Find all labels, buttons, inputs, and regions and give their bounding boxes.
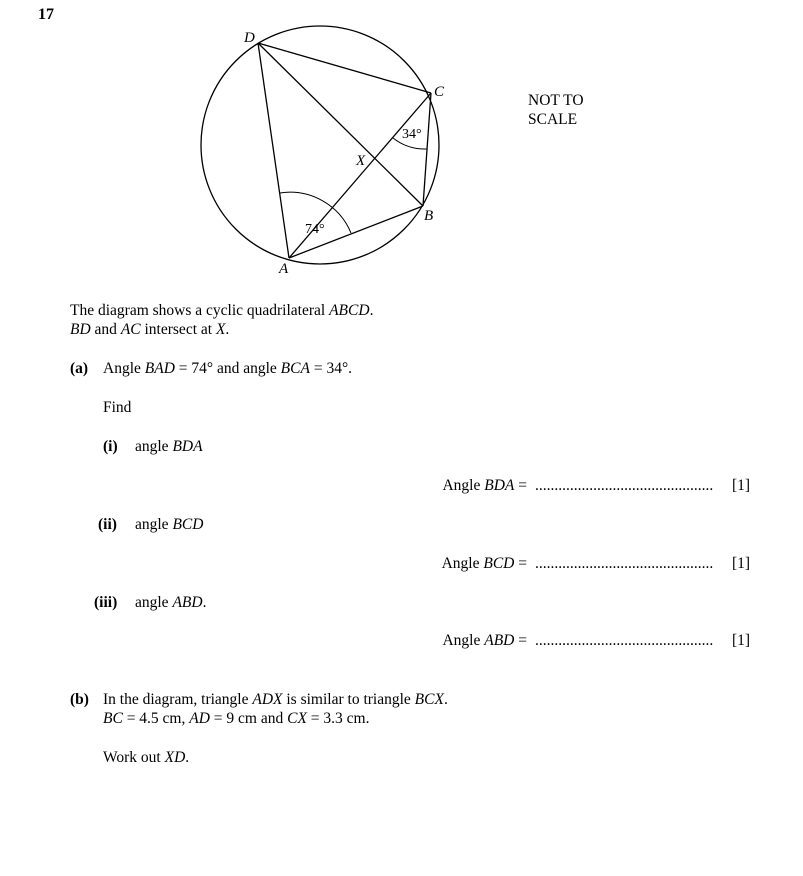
subpart-ii-question: angle BCD [135, 516, 204, 533]
angle-label-c: 34° [402, 127, 422, 142]
subpart-i-question: angle BDA [135, 438, 203, 455]
label-d: D [244, 30, 255, 46]
marks-i: [1] [732, 477, 751, 494]
part-a-statement: Angle BAD = 74° and angle BCA = 34°. [103, 360, 353, 377]
subpart-i-label: (i) [103, 438, 118, 455]
answer-line-i[interactable]: .............................................. [535, 477, 714, 494]
cyclic-quadrilateral-diagram [0, 0, 803, 290]
marks-ii: [1] [732, 555, 751, 572]
not-to-scale-line2: SCALE [528, 111, 578, 128]
part-b-line-1: In the diagram, triangle ADX is similar to triangle BCX. [103, 691, 448, 708]
intro-line-2: BD and AC intersect at X. [70, 321, 230, 338]
answer-line-iii[interactable]: .............................................. [535, 632, 714, 649]
answer-line-ii[interactable]: .............................................. [535, 555, 714, 572]
answer-label-i: Angle BDA = [442, 477, 527, 494]
question-number: 17 [38, 6, 54, 23]
part-a-find: Find [103, 399, 132, 416]
angle-label-a: 74° [305, 222, 325, 237]
label-c: C [434, 84, 445, 100]
side-da [258, 43, 289, 258]
label-b: B [424, 208, 434, 224]
label-x: X [356, 153, 366, 169]
subpart-iii-question: angle ABD. [135, 594, 207, 611]
part-b-line-2: BC = 4.5 cm, AD = 9 cm and CX = 3.3 cm. [103, 710, 370, 727]
subpart-iii-label: (iii) [94, 594, 118, 611]
intro-line-1: The diagram shows a cyclic quadrilateral ABCD. [70, 302, 374, 319]
not-to-scale-line1: NOT TO [528, 92, 584, 109]
answer-label-iii: Angle ABD = [442, 632, 527, 649]
answer-label-ii: Angle BCD = [441, 555, 527, 572]
label-a: A [279, 261, 289, 277]
part-b-label: (b) [70, 691, 89, 708]
marks-iii: [1] [732, 632, 751, 649]
subpart-ii-label: (ii) [98, 516, 117, 533]
part-a-label: (a) [70, 360, 89, 377]
part-b-instruction: Work out XD. [103, 749, 190, 766]
